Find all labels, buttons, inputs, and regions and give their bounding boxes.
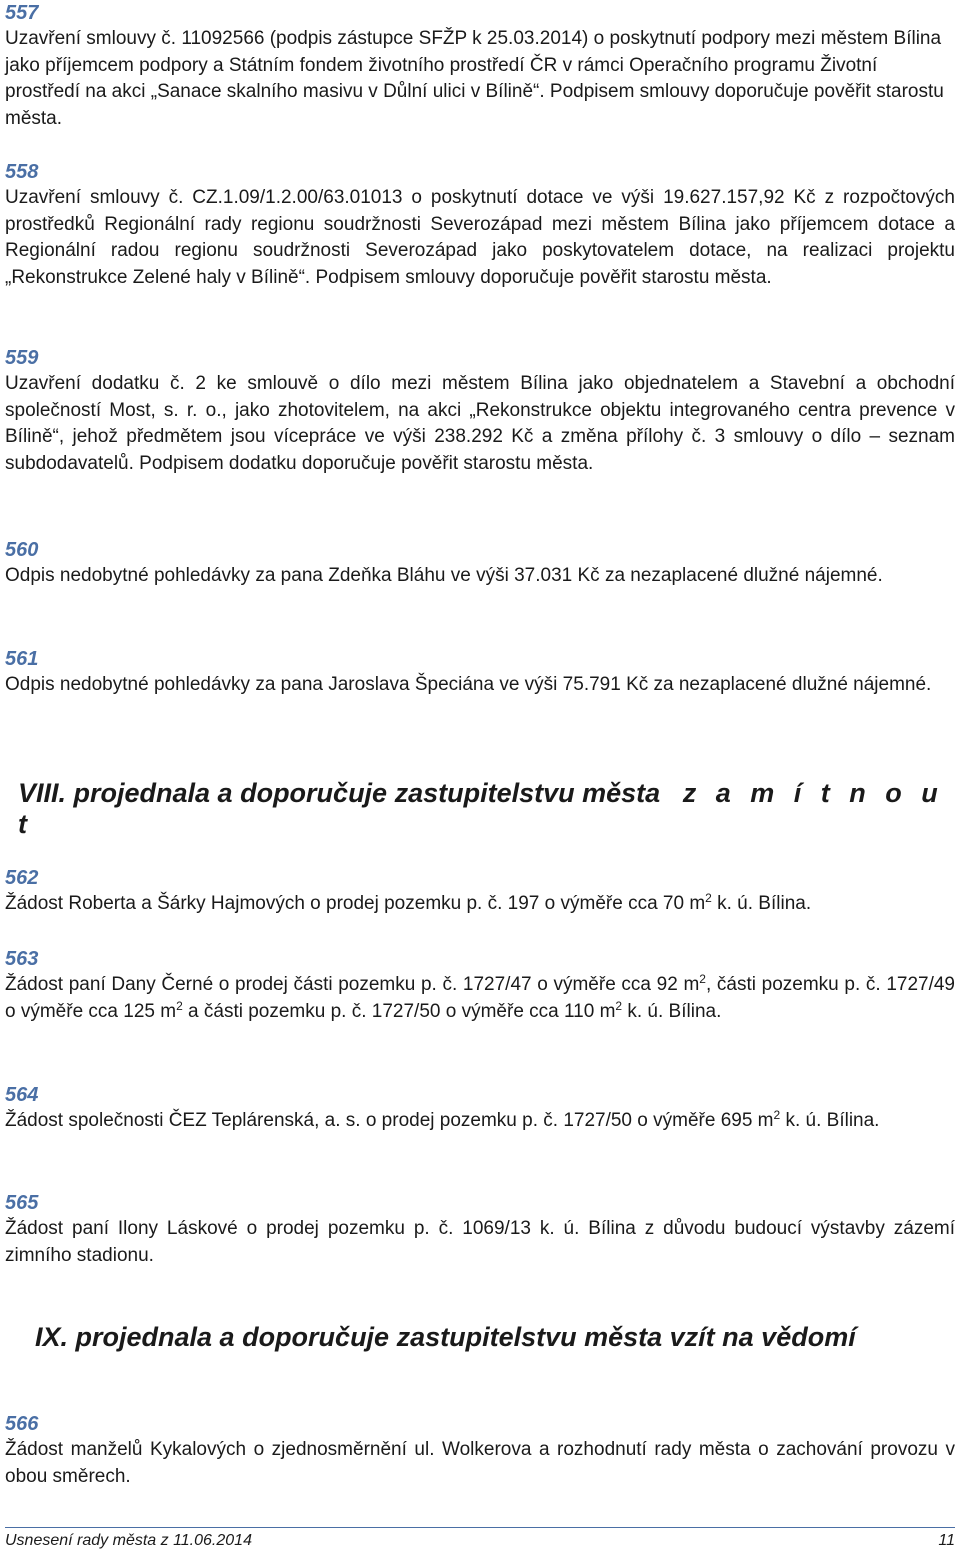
item-text: Žádost paní Ilony Láskové o prodej pozemku p. č. 1069/13 k. ú. Bílina z důvodu budoucí výstavby zázemí zimního stadionu. [5, 1218, 955, 1266]
section-heading-viii [18, 778, 960, 840]
item-number: 563 [5, 948, 39, 970]
footer-title: Usnesení rady města z 11.06.2014 [5, 1532, 252, 1549]
item-number: 566 [5, 1413, 39, 1435]
item-number: 561 [5, 648, 39, 670]
item-text: Žádost paní Dany Černé o prodej části pozemku p. č. 1727/47 o výměře cca 92 $m^2$, části pozemku p. č. 1727/49 o výměře cca 125 $m^2$ a části pozemku p. č. 1727/50 o výměře cca 110 $m^2$ k. ú. Bílina. [5, 972, 956, 1022]
resolution-item [5, 0, 955, 132]
resolution-item [5, 159, 955, 291]
item-number: 557 [5, 2, 39, 24]
footer-rule [5, 1527, 955, 1528]
resolution-item [5, 537, 955, 590]
item-number: 564 [5, 1084, 39, 1106]
item-text: Odpis nedobytné pohledávky za pana Zdeňka Bláhu ve výši 37.031 Kč za nezaplacené dlužné nájemné. [5, 565, 883, 586]
resolution-item [5, 1190, 955, 1269]
item-text: Uzavření smlouvy č. 11092566 (podpis zástupce SFŽP k 25.03.2014) o poskytnutí podpory mezi městem Bílina jako příjemcem podpory a Státním fondem životního prostředí ČR v rámci Operačního programu Životní prostředí na akci „Sanace skalního masivu v Důlní ulici v Bílině“. Podpisem smlouvy doporučuje pověřit starostu města. [5, 28, 944, 129]
item-text: Uzavření dodatku č. 2 ke smlouvě o dílo mezi městem Bílina jako objednatelem a Stavební a obchodní společností Most, s. r. o., jako zhotovitelem, na akci „Rekonstrukce objektu integrovaného centra prevence v Bílině“, jehož předmětem jsou vícepráce ve výši 238.292 Kč a změna přílohy č. 3 smlouvy o dílo – seznam subdodavatelů. Podpisem dodatku doporučuje pověřit starostu města. [5, 373, 955, 474]
resolution-item [5, 345, 955, 477]
item-number: 558 [5, 161, 39, 183]
item-number: 559 [5, 347, 39, 369]
section-roman-numeral: VIII. [18, 778, 67, 808]
resolution-item [5, 1082, 955, 1135]
section-title: projednala a doporučuje zastupitelstvu města vzít na vědomí [75, 1322, 856, 1352]
resolution-item [5, 946, 955, 1025]
item-text: Žádost manželů Kykalových o zjednosměrnění ul. Wolkerova a rozhodnutí rady města o zachování provozu v obou směrech. [5, 1439, 955, 1487]
item-number: 560 [5, 539, 39, 561]
item-text: Odpis nedobytné pohledávky za pana Jaroslava Špeciána ve výši 75.791 Kč za nezaplacené dlužné nájemné. [5, 674, 932, 695]
resolution-item [5, 865, 955, 918]
item-text: Žádost Roberta a Šárky Hajmových o prodej pozemku p. č. 197 o výměře cca 70 $m^2$ k. ú. Bílina. [5, 891, 812, 914]
item-text: Uzavření smlouvy č. CZ.1.09/1.2.00/63.01013 o poskytnutí dotace ve výši 19.627.157,92 Kč z rozpočtových prostředků Regionální rady regionu soudržnosti Severozápad mezi městem Bílina jako příjemcem dotace a Regionální radou regionu soudržnosti Severozápad jako poskytovatelem dotace, na realizaci projektu „Rekonstrukce Zelené haly v Bílině“. Podpisem smlouvy doporučuje pověřit starostu města. [5, 187, 955, 288]
resolution-item [5, 646, 955, 699]
section-heading-ix [35, 1322, 856, 1353]
item-number: 565 [5, 1192, 39, 1214]
resolution-item [5, 1411, 955, 1490]
item-number: 562 [5, 867, 39, 889]
section-roman-numeral: IX. [35, 1322, 69, 1352]
section-title: projednala a doporučuje zastupitelstvu města [73, 778, 661, 808]
page-number: 11 [938, 1532, 955, 1549]
section-title-spaced: z a m í t n o u t [18, 778, 944, 839]
item-text: Žádost společnosti ČEZ Teplárenská, a. s. o prodej pozemku p. č. 1727/50 o výměře 695 $m^2$ k. ú. Bílina. [5, 1108, 880, 1131]
